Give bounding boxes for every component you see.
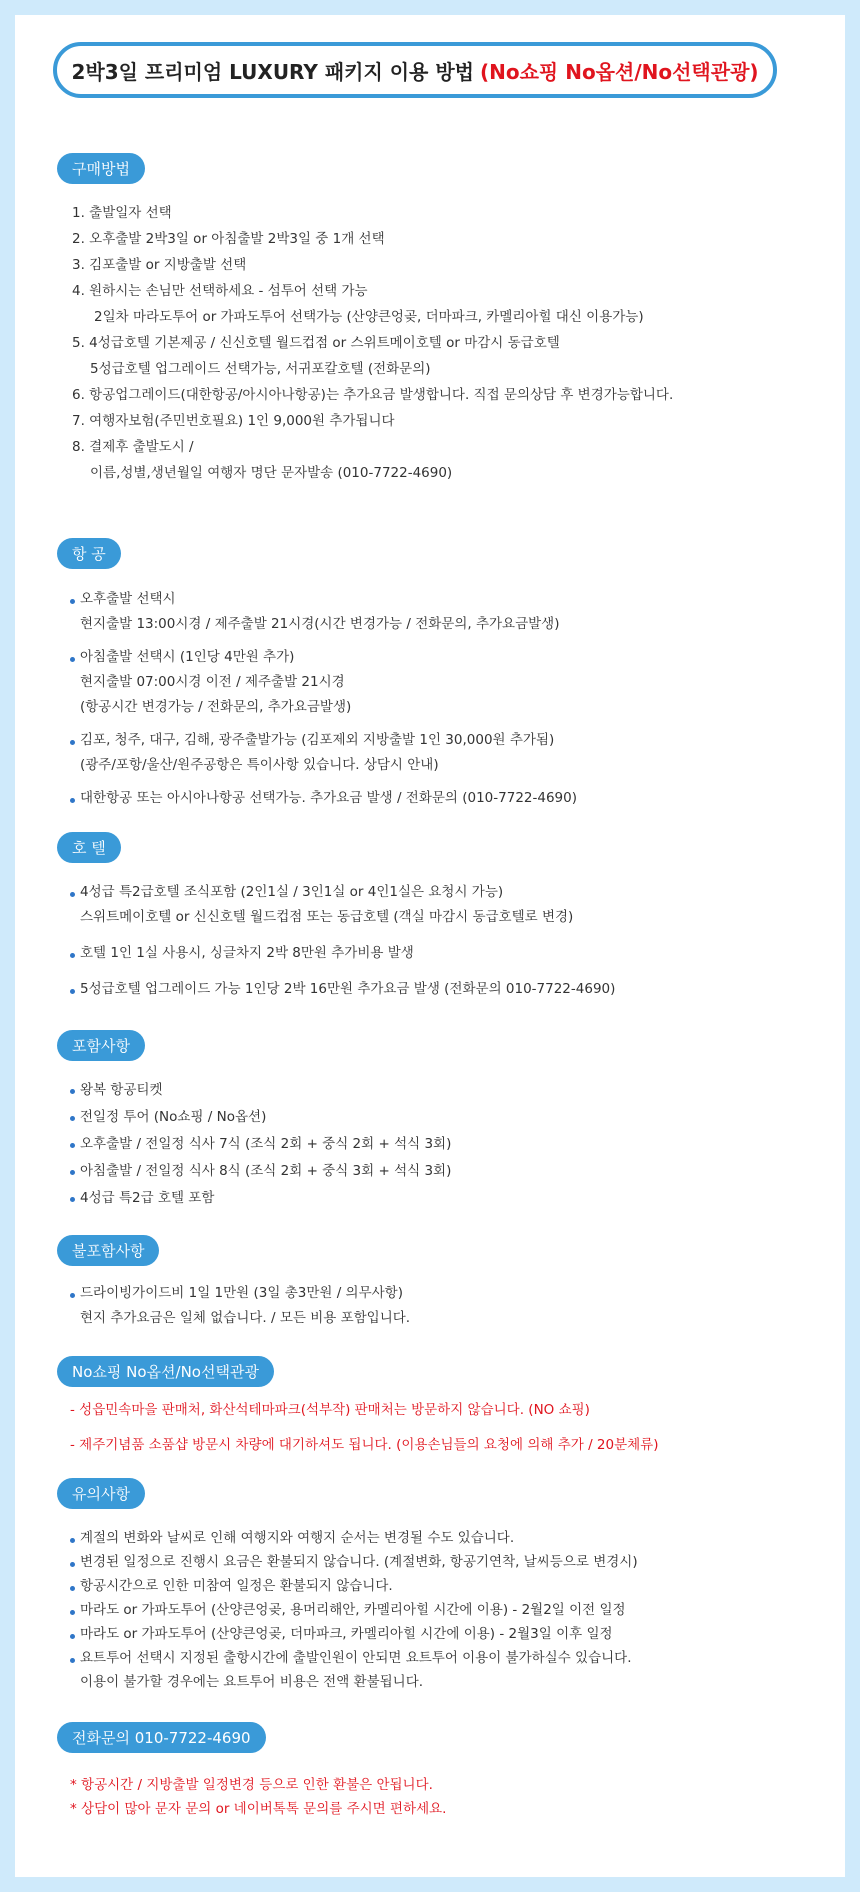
title-main: 2박3일 프리미엄 LUXURY 패키지 이용 방법 bbox=[71, 59, 474, 84]
flight-list bbox=[70, 587, 790, 811]
section-heading-noshop: No쇼핑 No옵션/No선택관광 bbox=[57, 1356, 274, 1387]
section-heading-purchase: 구매방법 bbox=[57, 153, 145, 184]
purchase-step-detail: 2일차 마라도투어 or 가파도투어 선택가능 (산양큰엉곶, 더마파크, 카멜리아힐 대신 이용가능) bbox=[94, 309, 644, 325]
list-item-detail: 현지 추가요금은 일체 없습니다. / 모든 비용 포함입니다. bbox=[80, 1310, 411, 1326]
list-item: 5성급호텔 업그레이드 가능 1인당 2박 16만원 추가요금 발생 (전화문의 010-7722-4690) bbox=[70, 977, 790, 1002]
notice-list bbox=[70, 1526, 790, 1694]
section-heading-included: 포함사항 bbox=[57, 1030, 145, 1061]
list-item-detail: (광주/포항/울산/원주공항은 특이사항 있습니다. 상담시 안내) bbox=[80, 757, 439, 773]
section-heading-hotel: 호 텔 bbox=[57, 832, 121, 863]
list-item: 마라도 or 가파도투어 (산양큰엉곶, 용머리해안, 카멜리아힐 시간에 이용) - 2월2일 이전 일정 bbox=[70, 1598, 790, 1622]
purchase-step: 2. 오후출발 2박3일 or 아침출발 2박3일 중 1개 선택 bbox=[72, 231, 385, 247]
list-item: 4성급 특2급 호텔 포함 bbox=[70, 1185, 790, 1212]
contact-note: * 항공시간 / 지방출발 일정변경 등으로 인한 환불은 안됩니다. bbox=[70, 1777, 433, 1793]
list-item-detail: 현지출발 13:00시경 / 제주출발 21시경(시간 변경가능 / 전화문의, 추가요금발생) bbox=[80, 616, 560, 632]
list-item: 왕복 항공티켓 bbox=[70, 1077, 790, 1104]
hotel-list bbox=[70, 880, 790, 1002]
list-item: 요트투어 선택시 지정된 출항시간에 출발인원이 안되면 요트투어 이용이 불가하실수 있습니다. bbox=[70, 1646, 790, 1670]
purchase-step-detail: 5성급호텔 업그레이드 선택가능, 서귀포칼호텔 (전화문의) bbox=[90, 361, 431, 377]
list-item-detail: (항공시간 변경가능 / 전화문의, 추가요금발생) bbox=[80, 699, 352, 715]
list-item: 전일정 투어 (No쇼핑 / No옵션) bbox=[70, 1104, 790, 1131]
noshop-line: - 성읍민속마을 판매처, 화산석테마파크(석부작) 판매처는 방문하지 않습니다. (NO 쇼핑) bbox=[70, 1402, 590, 1418]
list-item: 4성급 특2급호텔 조식포함 (2인1실 / 3인1실 or 4인1실은 요청시 가능) bbox=[70, 880, 790, 905]
title-highlight: (No쇼핑 No옵션/No선택관광) bbox=[479, 59, 759, 84]
list-item: 마라도 or 가파도투어 (산양큰엉곶, 더마파크, 카멜리아힐 시간에 이용) - 2월3일 이후 일정 bbox=[70, 1622, 790, 1646]
section-heading-flight: 항 공 bbox=[57, 538, 121, 569]
section-heading-excluded: 불포함사항 bbox=[57, 1235, 159, 1266]
excluded-list bbox=[70, 1281, 790, 1331]
list-item-detail: 현지출발 07:00시경 이전 / 제주출발 21시경 bbox=[80, 674, 345, 690]
list-item: 오후출발 / 전일정 식사 7식 (조식 2회 + 중식 2회 + 석식 3회) bbox=[70, 1131, 790, 1158]
list-item: 드라이빙가이드비 1일 1만원 (3일 총3만원 / 의무사항) bbox=[70, 1281, 790, 1306]
list-item: 오후출발 선택시 bbox=[70, 587, 790, 612]
list-item: 김포, 청주, 대구, 김해, 광주출발가능 (김포제외 지방출발 1인 30,000원 추가됨) bbox=[70, 728, 790, 753]
contact-note: * 상담이 많아 문자 문의 or 네이버톡톡 문의를 주시면 편하세요. bbox=[70, 1801, 447, 1817]
section-heading-notice: 유의사항 bbox=[57, 1478, 145, 1509]
purchase-steps bbox=[72, 200, 792, 486]
list-item: 호텔 1인 1실 사용시, 싱글차지 2박 8만원 추가비용 발생 bbox=[70, 941, 790, 966]
list-item: 항공시간으로 인한 미참여 일정은 환불되지 않습니다. bbox=[70, 1574, 790, 1598]
list-item: 아침출발 선택시 (1인당 4만원 추가) bbox=[70, 645, 790, 670]
purchase-step-detail: 이름,성별,생년월일 여행자 명단 문자발송 (010-7722-4690) bbox=[90, 465, 453, 481]
purchase-step: 1. 출발일자 선택 bbox=[72, 205, 172, 221]
purchase-step: 8. 결제후 출발도시 / bbox=[72, 439, 194, 455]
purchase-step: 6. 항공업그레이드(대한항공/아시아나항공)는 추가요금 발생합니다. 직접 문의상담 후 변경가능합니다. bbox=[72, 387, 674, 403]
list-item: 변경된 일정으로 진행시 요금은 환불되지 않습니다. (계절변화, 항공기연착, 날씨등으로 변경시) bbox=[70, 1550, 790, 1574]
purchase-step: 5. 4성급호텔 기본제공 / 신신호텔 월드컵점 or 스위트메이호텔 or 마감시 동급호텔 bbox=[72, 335, 560, 351]
page-title bbox=[53, 42, 777, 98]
list-item-detail: 이용이 불가할 경우에는 요트투어 비용은 전액 환불됩니다. bbox=[80, 1674, 424, 1690]
section-heading-contact: 전화문의 010-7722-4690 bbox=[57, 1722, 266, 1753]
noshop-line: - 제주기념품 소품샵 방문시 차량에 대기하셔도 됩니다. (이용손님들의 요청에 의해 추가 / 20분체류) bbox=[70, 1437, 659, 1453]
list-item-detail: 스위트메이호텔 or 신신호텔 월드컵점 또는 동급호텔 (객실 마감시 동급호텔로 변경) bbox=[80, 909, 574, 925]
purchase-step: 7. 여행자보험(주민번호필요) 1인 9,000원 추가됩니다 bbox=[72, 413, 395, 429]
included-list bbox=[70, 1077, 790, 1212]
list-item: 계절의 변화와 날씨로 인해 여행지와 여행지 순서는 변경될 수도 있습니다. bbox=[70, 1526, 790, 1550]
list-item: 대한항공 또는 아시아나항공 선택가능. 추가요금 발생 / 전화문의 (010-7722-4690) bbox=[70, 786, 790, 811]
purchase-step: 4. 원하시는 손님만 선택하세요 - 섬투어 선택 가능 bbox=[72, 283, 368, 299]
purchase-step: 3. 김포출발 or 지방출발 선택 bbox=[72, 257, 247, 273]
list-item: 아침출발 / 전일정 식사 8식 (조식 2회 + 중식 3회 + 석식 3회) bbox=[70, 1158, 790, 1185]
